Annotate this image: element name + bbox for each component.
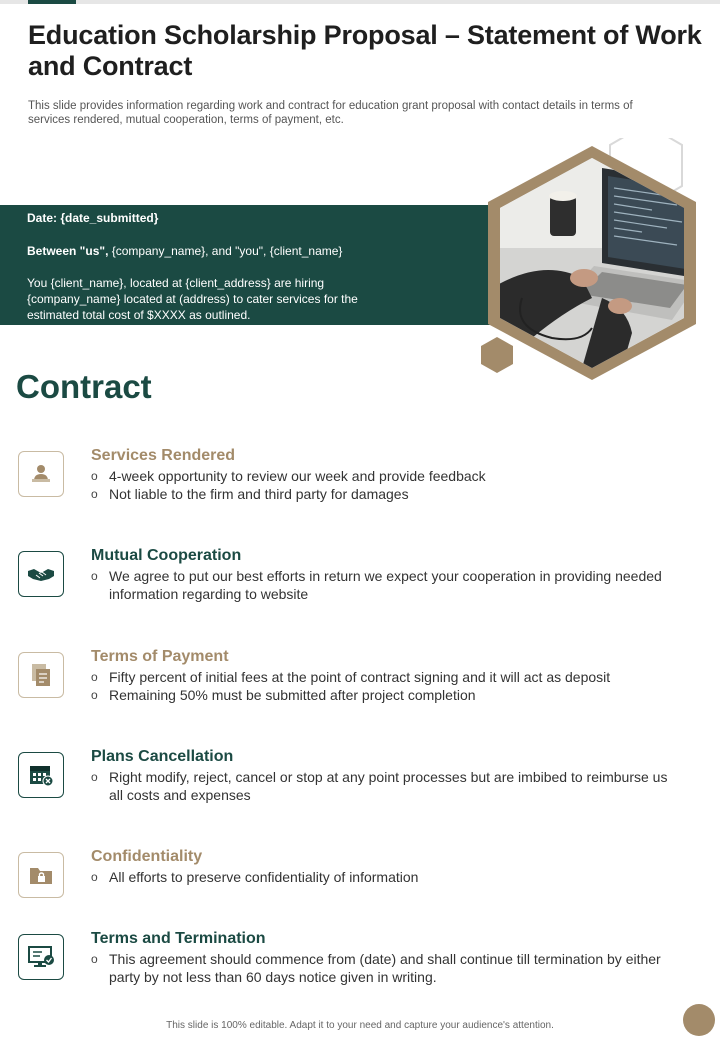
bullet: o All efforts to preserve confidentiality of information [91,868,671,886]
footer-note: This slide is 100% editable. Adapt it to your need and capture your audience's attention. [166,1020,554,1031]
bullet: o This agreement should commence from (date) and shall continue till termination by either party by not less than 60 days notice given in writing. [91,950,671,986]
laptop-photo [472,138,712,393]
item-bullets [91,467,671,503]
person-desk-icon [18,451,64,497]
bullet: o Not liable to the firm and third party for damages [91,485,671,503]
between-line: Between "us", {company_name}, and "you", {client_name} [27,244,343,258]
handshake-icon [18,551,64,597]
bullet: o Fifty percent of initial fees at the point of contract signing and it will act as deposit [91,668,671,686]
hiring-text: You {client_name}, located at {client_address} are hiring {company_name} located at (address) to cater services for the estimated total cost of $XXXX as outlined. [27,276,358,322]
item-bullets [91,950,671,986]
item-heading: Terms and Termination [91,930,266,947]
top-rule [0,0,720,4]
item-bullets [91,868,671,886]
top-accent [28,0,76,4]
item-bullets [91,668,671,704]
item-bullets [91,567,671,603]
bullet: o We agree to put our best efforts in return we expect your cooperation in providing needed information regarding to website [91,567,671,603]
contract-heading: Contract [16,368,152,405]
item-heading: Confidentiality [91,848,203,865]
item-heading: Mutual Cooperation [91,547,242,564]
locked-folder-icon [18,852,64,898]
item-heading: Terms of Payment [91,648,229,665]
bullet: o Remaining 50% must be submitted after project completion [91,686,671,704]
item-heading: Services Rendered [91,447,236,464]
documents-icon [18,652,64,698]
decorative-circle [683,1004,715,1036]
bullet: o Right modify, reject, cancel or stop at any point processes but are imbibed to reimburse us all costs and expenses [91,768,671,804]
page-title: Education Scholarship Proposal – Statement of Work and Contract [28,20,702,81]
date-line: Date: {date_submitted} [27,211,159,225]
page-subtitle: This slide provides information regarding work and contract for education grant proposal with contact details in terms of services rendered, mutual cooperation, terms of payment, etc. [28,100,633,126]
monitor-check-icon [18,934,64,980]
item-bullets [91,768,671,804]
item-heading: Plans Cancellation [91,748,234,765]
calendar-cancel-icon [18,752,64,798]
bullet: o 4-week opportunity to review our week and provide feedback [91,467,671,485]
